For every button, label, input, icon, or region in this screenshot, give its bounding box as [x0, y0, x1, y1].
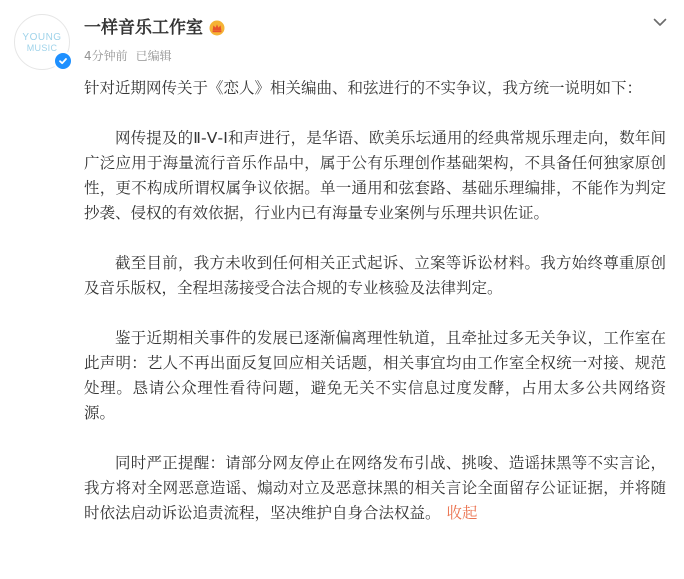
post-paragraph-4-text: 同时严正提醒：请部分网友停止在网络发布引战、挑唆、造谣抹黑等不实言论，我方将对全网恶意造谣、煽动对立及恶意抹黑的相关言论全面留存公证证据，并将随时依法启动诉讼追责流程，坚决维护自身合法权益。 — [84, 454, 666, 522]
avatar-logo-text-top: YOUNG — [22, 31, 62, 43]
avatar[interactable] — [14, 14, 72, 72]
collapse-link[interactable]: 收起 — [446, 504, 478, 522]
author-name[interactable]: 一样音乐工作室 — [84, 18, 203, 38]
crown-badge-icon[interactable] — [209, 20, 225, 36]
post-meta — [84, 48, 172, 64]
post-paragraph-3: 鉴于近期相关事件的发展已逐渐偏离理性轨道，且牵扯过多无关争议，工作室在此声明：艺人不再出面反复回应相关话题，相关事宜均由工作室全权统一对接、规范处理。恳请公众理性看待问题，避免无关不实信息过度发酵，占用太多公共网络资源。 — [84, 329, 666, 422]
verified-icon — [53, 51, 73, 71]
post-paragraph-2: 截至目前，我方未收到任何相关正式起诉、立案等诉讼材料。我方始终尊重原创及音乐版权，全程坦荡接受合法合规的专业核验及法律判定。 — [84, 254, 666, 297]
post-time[interactable]: 4分钟前 — [84, 49, 128, 63]
post-paragraph-4 — [84, 451, 666, 526]
edited-label[interactable]: 已编辑 — [135, 49, 172, 63]
author-row — [84, 18, 225, 38]
chevron-down-icon[interactable] — [652, 14, 668, 30]
post-paragraph-1: 网传提及的Ⅱ-Ⅴ-Ⅰ和声进行，是华语、欧美乐坛通用的经典常规乐理走向，数年间广泛应用于海量流行音乐作品中，属于公有乐理创作基础架构，不具备任何独家原创性，更不构成所谓权属争议依据。单一通用和弦套路、基础乐理编排，不能作为判定抄袭、侵权的有效依据，行业内已有海量专业案例与乐理共识佐证。 — [84, 129, 666, 222]
post-intro: 针对近期网传关于《恋人》相关编曲、和弦进行的不实争议，我方统一说明如下： — [84, 79, 643, 97]
avatar-logo-text-bottom: MUSIC — [26, 42, 58, 53]
post-content — [84, 72, 666, 526]
